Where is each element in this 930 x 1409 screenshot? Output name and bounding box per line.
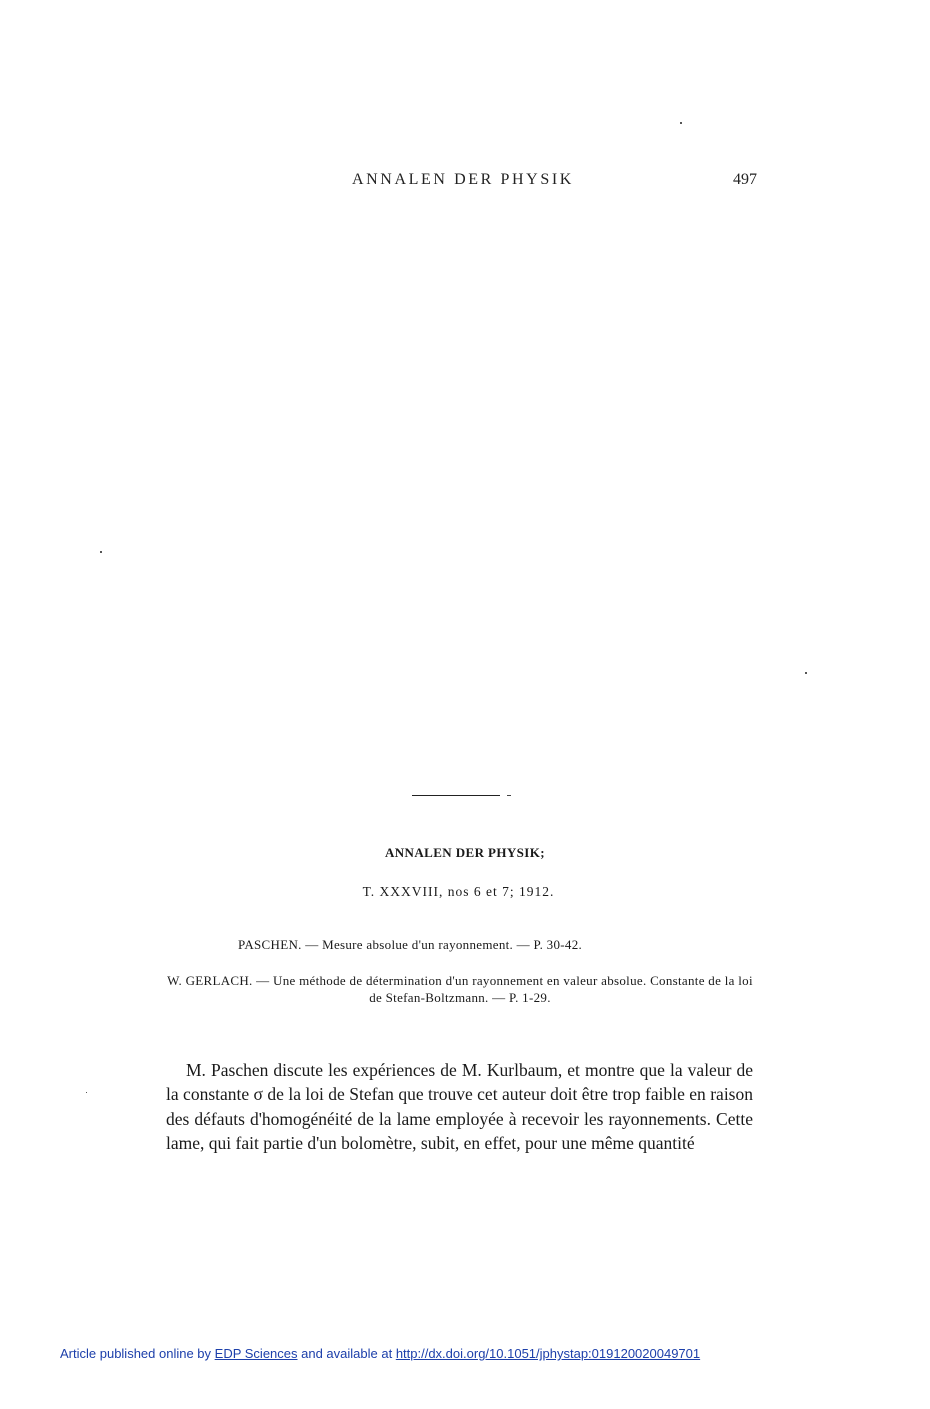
journal-volume: T. XXXVIII, nos 6 et 7; 1912. xyxy=(362,884,555,899)
running-head: ANNALEN DER PHYSIK xyxy=(352,171,574,188)
doi-link[interactable]: http://dx.doi.org/10.1051/jphystap:019120020049701 xyxy=(395,1346,701,1361)
scan-speck xyxy=(805,672,807,674)
page-number: 497 xyxy=(733,171,757,188)
footer-prefix: Article published online by xyxy=(60,1346,215,1361)
scan-speck xyxy=(100,551,102,553)
section-rule-dash xyxy=(507,795,511,796)
scan-speck xyxy=(680,122,682,124)
section-rule xyxy=(412,795,500,796)
reference-gerlach: W. GERLACH. — Une méthode de détermination d'un rayonnement en valeur absolue. Constante de la loi de Stefan-Boltzmann. — P. 1-29. xyxy=(167,973,753,1005)
journal-title: ANNALEN DER PHYSIK; xyxy=(384,845,545,860)
scan-speck xyxy=(86,1092,87,1093)
footer-citation xyxy=(60,1346,700,1361)
reference-paschen: PASCHEN. — Mesure absolue d'un rayonnement. — P. 30-42. xyxy=(238,937,583,952)
body-paragraph: M. Paschen discute les expériences de M. Kurlbaum, et montre que la valeur de la constante σ de la loi de Stefan que trouve cet auteur doit être trop faible en raison des défauts d'homogénéité de la lame employée à recevoir les rayonnements. Cette lame, qui fait partie d'un bolomètre, subit, en effet, pour une même quantité xyxy=(166,1059,753,1154)
footer-middle: and available at xyxy=(297,1346,396,1361)
publisher-link[interactable]: EDP Sciences xyxy=(214,1346,298,1361)
